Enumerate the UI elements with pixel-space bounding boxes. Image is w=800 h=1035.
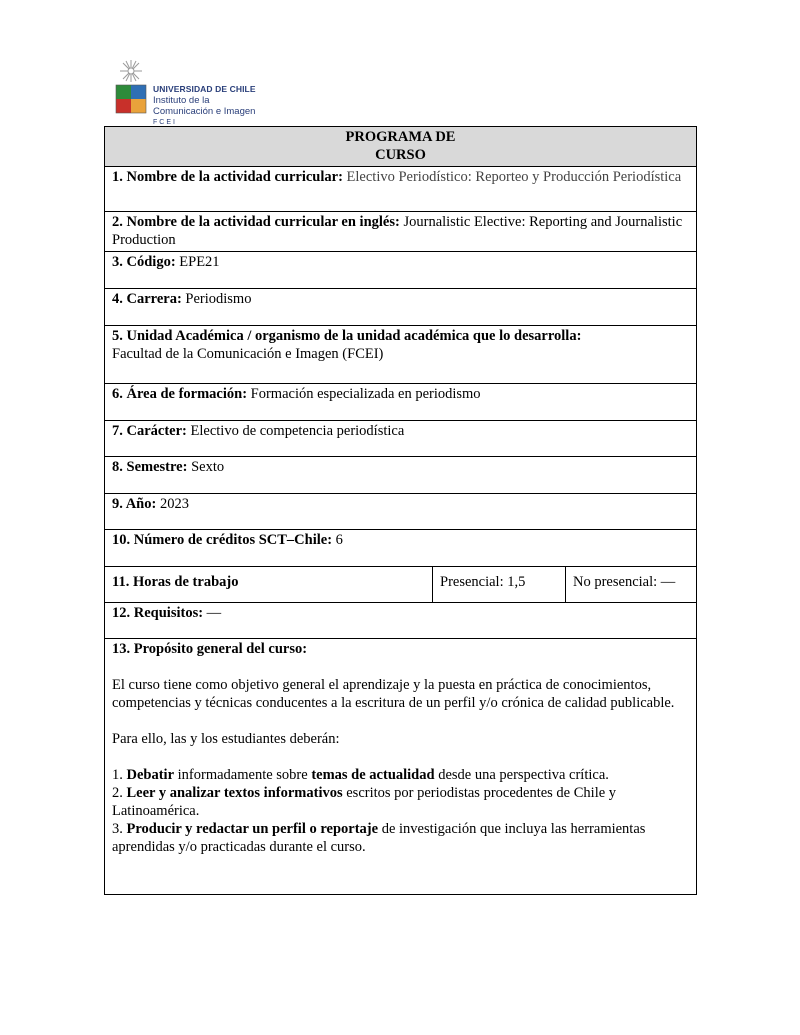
objective-2-number: 2. (112, 785, 123, 801)
row-requisitos (105, 603, 697, 639)
horas-no-presencial: No presencial: — (573, 574, 676, 590)
area-value: Formación especializada en periodismo (250, 386, 481, 402)
carrera-value: Periodismo (185, 291, 252, 307)
logo-abbr: FCEI (153, 119, 177, 126)
objective-3-text1: de investigación que incluya las herramientas aprendidas y/o practicadas durante el curso. (112, 821, 646, 855)
program-table (104, 126, 697, 895)
row-nombre-en (105, 212, 697, 252)
objective-item-3 (112, 820, 689, 856)
horas-label: 11. Horas de trabajo (112, 574, 239, 590)
objective-item-2 (112, 784, 689, 820)
nombre-label: 1. Nombre de la actividad curricular: (112, 169, 343, 185)
logo-university-name: UNIVERSIDAD DE CHILE (153, 84, 256, 94)
caracter-label: 7. Carácter: (112, 423, 187, 439)
row-unidad (105, 326, 697, 384)
university-logo (113, 58, 273, 128)
objective-1-text1: informadamente sobre (177, 767, 308, 783)
horas-no-presencial-cell (566, 567, 697, 603)
row-creditos (105, 530, 697, 567)
row-nombre (105, 167, 697, 212)
university-crest-icon (113, 58, 153, 128)
logo-institute-line2: Comunicación e Imagen (153, 106, 256, 117)
unidad-label: 5. Unidad Académica / organismo de la unidad académica que lo desarrolla: (112, 328, 582, 344)
requisitos-label: 12. Requisitos: (112, 605, 204, 621)
anio-value: 2023 (159, 496, 189, 512)
objective-3-number: 3. (112, 821, 123, 837)
requisitos-value: — (206, 605, 222, 621)
proposito-intro: El curso tiene como objetivo general el aprendizaje y la puesta en práctica de conocimientos, competencias y técnicas conducentes a la escritura de un perfil y/o crónica de calidad publicable. (112, 677, 675, 711)
codigo-value: EPE21 (179, 254, 220, 270)
program-header (105, 127, 697, 167)
objective-1-bold2: temas de actualidad (311, 767, 435, 783)
header-line2: CURSO (375, 147, 426, 163)
caracter-value: Electivo de competencia periodística (190, 423, 405, 439)
horas-presencial: Presencial: 1,5 (440, 574, 526, 590)
row-caracter (105, 421, 697, 457)
row-anio (105, 494, 697, 530)
row-proposito (105, 639, 697, 895)
area-label: 6. Área de formación: (112, 386, 248, 402)
semestre-label: 8. Semestre: (112, 459, 188, 475)
objective-1-number: 1. (112, 767, 123, 783)
row-carrera (105, 289, 697, 326)
carrera-label: 4. Carrera: (112, 291, 182, 307)
row-codigo (105, 252, 697, 289)
objective-2-text1: escritos por periodistas procedentes de Chile y Latinoamérica. (112, 785, 617, 819)
nombre-en-value: Journalistic Elective: Reporting and Journalistic Production (112, 214, 683, 248)
objective-item-1 (112, 766, 689, 784)
anio-label: 9. Año: (112, 496, 157, 512)
row-semestre (105, 457, 697, 494)
objective-2-bold1: Leer y analizar textos informativos (126, 785, 343, 801)
unidad-value: Facultad de la Comunicación e Imagen (FCEI) (112, 346, 384, 362)
creditos-value: 6 (335, 532, 343, 548)
codigo-label: 3. Código: (112, 254, 176, 270)
nombre-value: Electivo Periodístico: Reporteo y Producción Periodística (346, 169, 682, 185)
proposito-lead: Para ello, las y los estudiantes deberán: (112, 731, 340, 747)
proposito-label: 13. Propósito general del curso: (112, 641, 308, 657)
objective-1-text2: desde una perspectiva crítica. (438, 767, 609, 783)
header-line1: PROGRAMA DE (345, 129, 456, 145)
creditos-label: 10. Número de créditos SCT–Chile: (112, 532, 333, 548)
semestre-value: Sexto (191, 459, 225, 475)
row-area (105, 384, 697, 421)
logo-institute-line1: Instituto de la (153, 95, 210, 106)
nombre-en-label: 2. Nombre de la actividad curricular en inglés: (112, 214, 400, 230)
objective-3-bold1: Producir y redactar un perfil o reportaje (126, 821, 379, 837)
horas-presencial-cell (433, 567, 566, 603)
objective-1-bold1: Debatir (126, 767, 175, 783)
row-horas (105, 567, 433, 603)
